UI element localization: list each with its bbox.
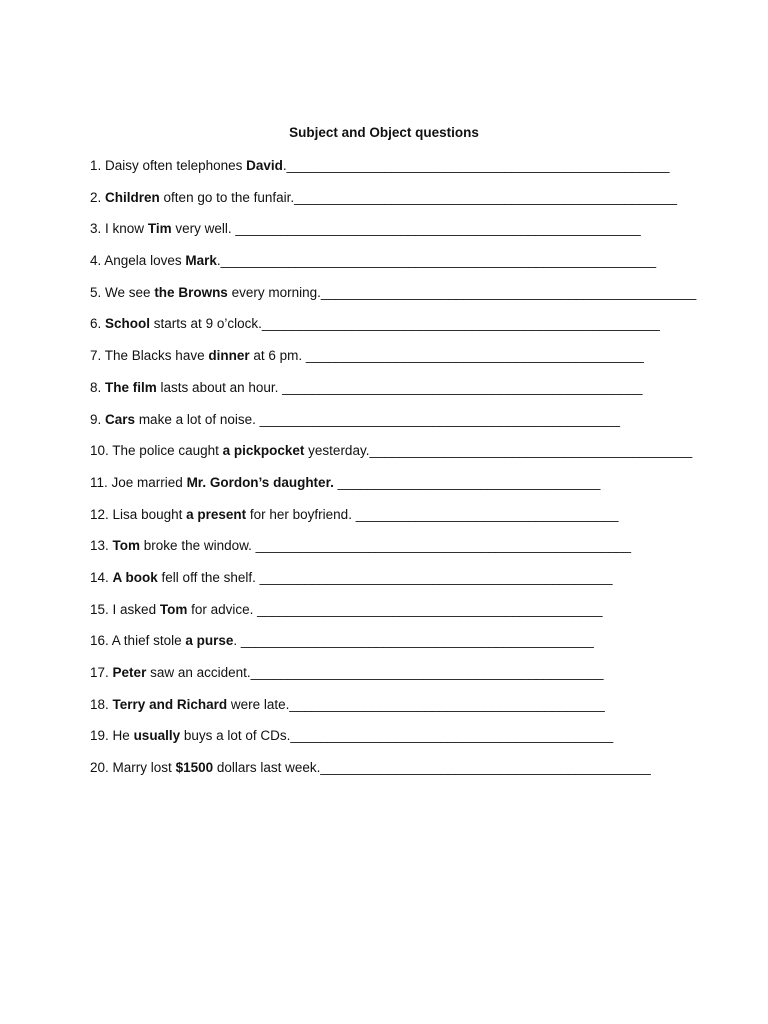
question-item <box>90 664 680 696</box>
question-text: very well. <box>171 221 236 237</box>
question-list <box>90 157 697 791</box>
question-text: for her boyfriend. <box>246 506 356 522</box>
question-text: The police caught <box>112 443 223 459</box>
answer-blank-line[interactable]: ___________________________________ <box>337 474 601 490</box>
question-text: . <box>233 633 241 649</box>
question-text: I asked <box>112 601 160 617</box>
answer-blank-line[interactable]: _______________________________________________ <box>240 633 594 649</box>
question-number: 3. <box>90 221 102 237</box>
question-keyword: Peter <box>112 665 147 680</box>
answer-blank-line[interactable]: ___________________________________ <box>355 506 619 522</box>
question-keyword: $1500 <box>175 760 214 776</box>
question-number: 14. <box>90 569 109 585</box>
question-number: 9. <box>90 411 102 427</box>
question-text: Daisy often telephones <box>105 158 247 173</box>
question-item <box>90 379 680 411</box>
question-text: Angela loves <box>104 253 186 269</box>
question-text: fell off the shelf. <box>157 569 260 585</box>
question-text: starts at 9 o’clock. <box>150 316 262 332</box>
question-text: I know <box>105 221 148 237</box>
question-keyword: A book <box>112 569 158 585</box>
question-text: We see <box>105 284 155 300</box>
answer-blank-line[interactable]: __________________________________________________ <box>320 284 697 300</box>
question-keyword: David <box>246 158 283 173</box>
question-keyword: a purse <box>185 633 234 649</box>
question-number: 11. <box>90 474 108 490</box>
question-item <box>90 601 680 633</box>
question-keyword: a present <box>186 506 247 522</box>
question-number: 20. <box>90 760 109 776</box>
question-item <box>90 347 680 379</box>
question-keyword: dinner <box>208 348 250 364</box>
question-text: make a lot of noise. <box>135 411 260 427</box>
question-item <box>90 474 680 506</box>
answer-blank-line[interactable]: __________________________________________________________ <box>220 253 657 269</box>
question-item <box>90 696 680 728</box>
question-keyword: The film <box>105 379 157 395</box>
question-text: A thief stole <box>111 633 186 649</box>
question-number: 6. <box>90 316 102 332</box>
answer-blank-line[interactable]: _____________________________________________ <box>305 348 644 364</box>
question-keyword: Mark <box>185 253 217 269</box>
question-item <box>90 252 680 284</box>
question-item <box>90 442 693 474</box>
answer-blank-line[interactable]: _____________________________________________________ <box>261 316 660 332</box>
question-text: at 6 pm. <box>249 348 306 364</box>
question-number: 15. <box>90 601 109 617</box>
question-number: 17. <box>90 665 109 680</box>
answer-blank-line[interactable]: ______________________________________________________ <box>235 221 641 237</box>
question-number: 10. <box>90 443 109 459</box>
answer-blank-line[interactable]: __________________________________________________ <box>255 538 632 554</box>
answer-blank-line[interactable]: ________________________________________________ <box>259 411 621 427</box>
question-item <box>90 759 680 791</box>
answer-blank-line[interactable]: _______________________________________________ <box>259 569 613 585</box>
answer-blank-line[interactable]: _______________________________________________ <box>250 665 604 680</box>
question-text: dollars last week. <box>213 760 321 776</box>
question-keyword: Children <box>105 189 160 205</box>
question-text: Marry lost <box>112 760 176 776</box>
question-number: 7. <box>90 348 102 364</box>
question-item <box>90 537 680 569</box>
question-number: 19. <box>90 728 109 744</box>
question-keyword: the Browns <box>154 284 228 300</box>
question-number: 1. <box>90 158 102 173</box>
question-keyword: Tim <box>147 221 172 237</box>
question-number: 13. <box>90 538 109 554</box>
question-number: 8. <box>90 379 102 395</box>
question-text: The Blacks have <box>104 348 209 364</box>
question-item <box>90 189 680 221</box>
question-keyword: Terry and Richard <box>112 696 228 712</box>
question-item <box>90 632 680 664</box>
question-keyword: School <box>105 316 151 332</box>
answer-blank-line[interactable]: ___________________________________________ <box>290 728 614 744</box>
question-number: 18. <box>90 696 109 712</box>
question-text: . <box>216 253 221 269</box>
question-keyword: Cars <box>105 411 136 427</box>
question-item <box>90 506 680 538</box>
question-text: He <box>112 728 134 744</box>
question-number: 5. <box>90 284 102 300</box>
question-number: 16. <box>90 633 109 649</box>
question-text: Joe married <box>111 474 187 490</box>
question-number: 12. <box>90 506 109 522</box>
question-keyword: a pickpocket <box>222 443 305 459</box>
question-keyword: usually <box>133 728 181 744</box>
question-item <box>90 157 680 189</box>
question-number: 2. <box>90 189 102 205</box>
question-text: often go to the funfair. <box>159 189 295 205</box>
question-item <box>90 284 697 316</box>
answer-blank-line[interactable]: ___________________________________________ <box>369 443 693 459</box>
question-text: for advice. <box>187 601 258 617</box>
answer-blank-line[interactable]: ____________________________________________ <box>320 760 651 776</box>
question-text: lasts about an hour. <box>156 379 283 395</box>
question-text: . <box>282 158 287 173</box>
question-text: were late. <box>227 696 290 712</box>
answer-blank-line[interactable]: ___________________________________________________ <box>294 189 678 205</box>
question-keyword: Mr. Gordon’s daughter. <box>186 474 334 490</box>
answer-blank-line[interactable]: ________________________________________________ <box>282 379 643 395</box>
question-item <box>90 727 680 759</box>
question-text: yesterday. <box>304 443 370 459</box>
question-item <box>90 569 680 601</box>
question-keyword: Tom <box>159 601 188 617</box>
question-item <box>90 315 680 347</box>
answer-blank-line[interactable]: ___________________________________________________ <box>286 158 670 173</box>
question-text: saw an accident. <box>146 665 251 680</box>
question-keyword: Tom <box>112 538 141 554</box>
question-text: broke the window. <box>140 538 256 554</box>
worksheet-title: Subject and Object questions <box>289 125 479 140</box>
question-item <box>90 411 680 443</box>
question-text: every morning. <box>227 284 321 300</box>
question-number: 4. <box>90 253 102 269</box>
question-item <box>90 220 680 252</box>
question-text: buys a lot of CDs. <box>180 728 291 744</box>
answer-blank-line[interactable]: ______________________________________________ <box>257 601 603 617</box>
answer-blank-line[interactable]: __________________________________________ <box>289 696 605 712</box>
question-text: Lisa bought <box>112 506 187 522</box>
